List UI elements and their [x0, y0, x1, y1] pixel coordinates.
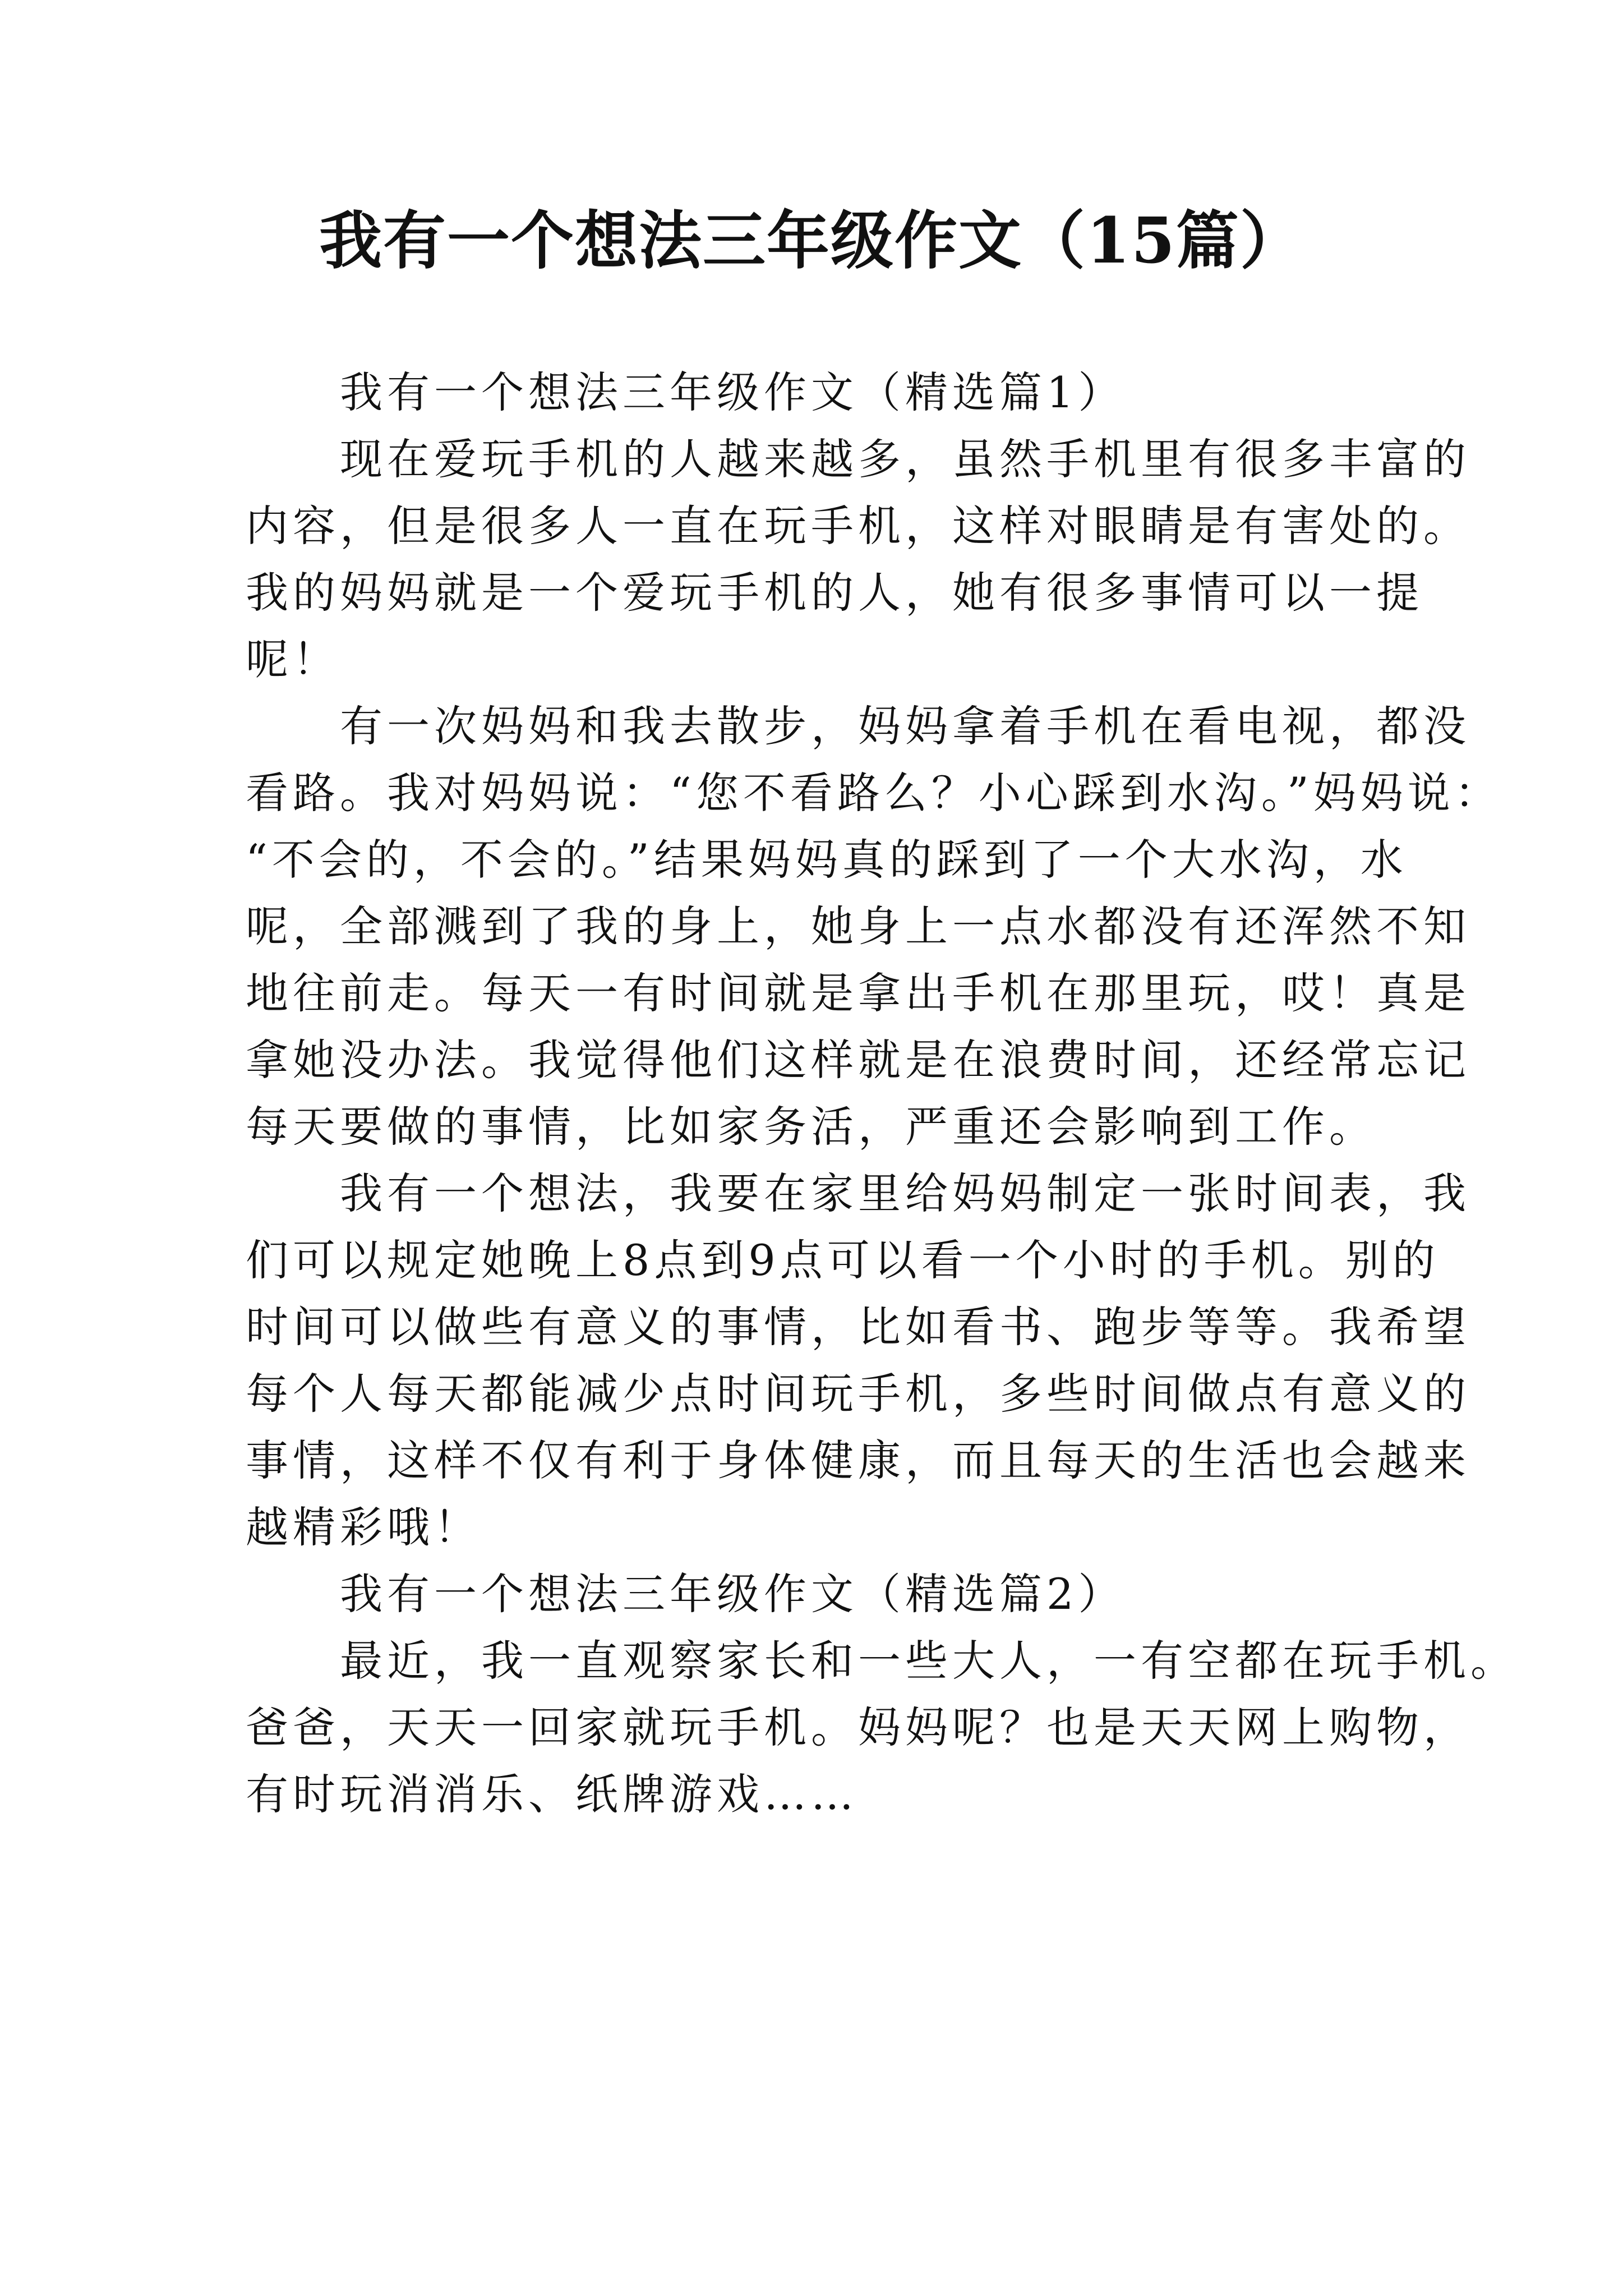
paragraph-line: 时间可以做些有意义的事情，比如看书、跑步等等。我希望: [246, 1302, 1470, 1352]
paragraph-line: 有时玩消消乐、纸牌游戏……: [246, 1769, 858, 1819]
document-body: [246, 359, 1518, 1828]
paragraph-line: 们可以规定她晚上8点到9点可以看一个小时的手机。别的: [246, 1235, 1440, 1285]
paragraph-line: 每个人每天都能减少点时间玩手机，多些时间做点有意义的: [246, 1369, 1470, 1419]
paragraph-line: 现在爱玩手机的人越来越多，虽然手机里有很多丰富的: [340, 434, 1470, 484]
paragraph-line: 我的妈妈就是一个爱玩手机的人，她有很多事情可以一提: [246, 568, 1423, 618]
paragraph-line: 最近，我一直观察家长和一些大人，一有空都在玩手机。: [340, 1636, 1518, 1686]
section-heading: 我有一个想法三年级作文（精选篇1）: [340, 367, 1126, 417]
paragraph-line: 事情，这样不仅有利于身体健康，而且每天的生活也会越来: [246, 1435, 1470, 1485]
document-title: 我有一个想法三年级作文（15篇）: [319, 204, 1304, 278]
paragraph-line: 爸爸，天天一回家就玩手机。妈妈呢？也是天天网上购物，: [246, 1703, 1470, 1752]
paragraph-line: 每天要做的事情，比如家务活，严重还会影响到工作。: [246, 1102, 1376, 1152]
paragraph-line: 呢，全部溅到了我的身上，她身上一点水都没有还浑然不知: [246, 901, 1470, 951]
paragraph-line: 越精彩哦！: [246, 1502, 481, 1552]
paragraph-line: 拿她没办法。我觉得他们这样就是在浪费时间，还经常忘记: [246, 1035, 1470, 1085]
paragraph-line: 地往前走。每天一有时间就是拿出手机在那里玩，哎！真是: [246, 968, 1470, 1018]
paragraph-line: 看路。我对妈妈说：“您不看路么？小心踩到水沟。”妈妈说：: [246, 768, 1502, 818]
paragraph-line: “不会的，不会的。”结果妈妈真的踩到了一个大水沟，水: [246, 835, 1408, 885]
paragraph-line: 我有一个想法，我要在家里给妈妈制定一张时间表，我: [340, 1168, 1470, 1218]
paragraph-line: 有一次妈妈和我去散步，妈妈拿着手机在看电视，都没: [340, 701, 1470, 751]
paragraph-line: 呢！: [246, 634, 340, 684]
paragraph-line: 内容，但是很多人一直在玩手机，这样对眼睛是有害处的。: [246, 501, 1470, 551]
section-heading: 我有一个想法三年级作文（精选篇2）: [340, 1569, 1126, 1619]
